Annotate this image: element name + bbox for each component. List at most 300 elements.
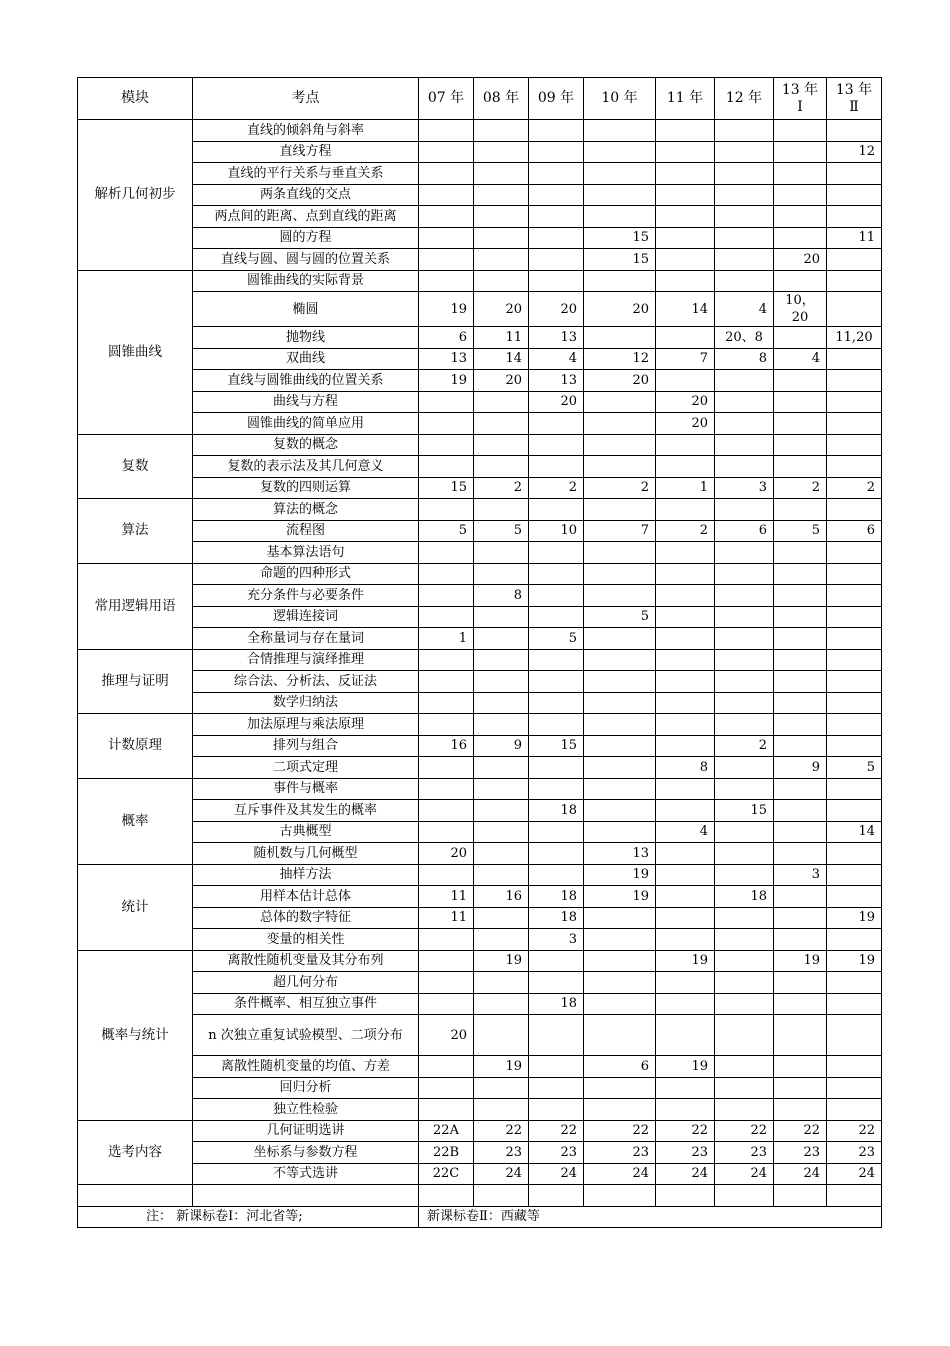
- question-number-cell: 22: [715, 1120, 774, 1142]
- topic-cell: 逻辑连接词: [193, 606, 419, 628]
- module-cell: 复数: [78, 434, 193, 499]
- table-row: [78, 972, 882, 994]
- table-row: [78, 628, 882, 650]
- topic-cell: 复数的表示法及其几何意义: [193, 456, 419, 478]
- question-number-cell: [715, 184, 774, 206]
- question-number-cell: [584, 671, 656, 693]
- question-number-cell: [419, 270, 474, 292]
- question-number-cell: [529, 206, 584, 228]
- question-number-cell: [419, 434, 474, 456]
- question-number-cell: [529, 692, 584, 714]
- question-number-cell: [715, 1099, 774, 1121]
- question-number-cell: 19: [474, 950, 529, 972]
- table-row: [78, 800, 882, 822]
- question-number-cell: [419, 993, 474, 1015]
- empty-cell: [827, 1185, 882, 1207]
- question-number-cell: [529, 184, 584, 206]
- question-number-cell: [656, 370, 715, 392]
- question-number-cell: [827, 249, 882, 271]
- question-number-cell: [656, 886, 715, 908]
- question-number-cell: 23: [827, 1142, 882, 1164]
- table-row: [78, 1163, 882, 1185]
- note-row: [78, 1206, 882, 1228]
- question-number-cell: [474, 184, 529, 206]
- question-number-cell: 19: [774, 950, 827, 972]
- table-row: [78, 606, 882, 628]
- question-number-cell: [419, 757, 474, 779]
- question-number-cell: [529, 456, 584, 478]
- question-number-cell: 24: [474, 1163, 529, 1185]
- question-number-cell: [419, 972, 474, 994]
- question-number-cell: 11,20: [827, 327, 882, 349]
- question-number-cell: 20: [774, 249, 827, 271]
- topic-cell: 两条直线的交点: [193, 184, 419, 206]
- question-number-cell: [656, 735, 715, 757]
- column-header: 11 年: [656, 78, 715, 120]
- question-number-cell: [715, 434, 774, 456]
- question-number-cell: [419, 227, 474, 249]
- table-row: [78, 1120, 882, 1142]
- question-number-cell: 6: [715, 520, 774, 542]
- question-number-cell: 22: [774, 1120, 827, 1142]
- question-number-cell: [529, 434, 584, 456]
- question-number-cell: [827, 585, 882, 607]
- question-number-cell: [715, 972, 774, 994]
- question-number-cell: [474, 821, 529, 843]
- topic-cell: 独立性检验: [193, 1099, 419, 1121]
- question-number-cell: 20: [529, 391, 584, 413]
- question-number-cell: [419, 206, 474, 228]
- question-number-cell: 13: [584, 843, 656, 865]
- empty-cell: [419, 1185, 474, 1207]
- question-number-cell: [419, 778, 474, 800]
- question-number-cell: [715, 821, 774, 843]
- topic-cell: 双曲线: [193, 348, 419, 370]
- question-number-cell: 7: [656, 348, 715, 370]
- topic-cell: 复数的概念: [193, 434, 419, 456]
- question-number-cell: 9: [774, 757, 827, 779]
- table-row: [78, 1015, 882, 1056]
- topic-cell: 算法的概念: [193, 499, 419, 521]
- question-number-cell: [656, 327, 715, 349]
- question-number-cell: [584, 778, 656, 800]
- question-number-cell: [715, 714, 774, 736]
- question-number-cell: [827, 649, 882, 671]
- question-number-cell: [529, 585, 584, 607]
- table-row: [78, 993, 882, 1015]
- question-number-cell: 2: [715, 735, 774, 757]
- question-number-cell: 15: [584, 227, 656, 249]
- question-number-cell: [419, 800, 474, 822]
- question-number-cell: [774, 843, 827, 865]
- question-number-cell: [715, 120, 774, 142]
- question-number-cell: [827, 843, 882, 865]
- table-row: [78, 950, 882, 972]
- question-number-cell: [656, 628, 715, 650]
- question-number-cell: [529, 843, 584, 865]
- table-row: [78, 585, 882, 607]
- topic-cell: 直线与圆锥曲线的位置关系: [193, 370, 419, 392]
- topic-cell: n 次独立重复试验模型、二项分布: [193, 1015, 419, 1056]
- question-number-cell: [584, 649, 656, 671]
- question-number-cell: [419, 1099, 474, 1121]
- question-number-cell: 1: [656, 477, 715, 499]
- table-row: [78, 886, 882, 908]
- question-number-cell: [419, 864, 474, 886]
- question-number-cell: [584, 184, 656, 206]
- question-number-cell: [474, 456, 529, 478]
- question-number-cell: 11: [419, 907, 474, 929]
- question-number-cell: 5: [774, 520, 827, 542]
- column-header: 10 年: [584, 78, 656, 120]
- question-number-cell: 22: [474, 1120, 529, 1142]
- topic-cell: 离散性随机变量的均值、方差: [193, 1056, 419, 1078]
- question-number-cell: [715, 456, 774, 478]
- empty-cell: [529, 1185, 584, 1207]
- question-number-cell: [827, 456, 882, 478]
- question-number-cell: [774, 206, 827, 228]
- table-row: [78, 1099, 882, 1121]
- question-number-cell: 24: [529, 1163, 584, 1185]
- question-number-cell: [419, 585, 474, 607]
- question-number-cell: [419, 141, 474, 163]
- question-number-cell: 19: [827, 907, 882, 929]
- question-number-cell: 11: [419, 886, 474, 908]
- question-number-cell: 23: [584, 1142, 656, 1164]
- table-row: [78, 520, 882, 542]
- question-number-cell: 5: [529, 628, 584, 650]
- topic-cell: 合情推理与演绎推理: [193, 649, 419, 671]
- table-row: [78, 292, 882, 327]
- question-number-cell: [656, 864, 715, 886]
- topic-cell: 基本算法语句: [193, 542, 419, 564]
- question-number-cell: [774, 391, 827, 413]
- question-number-cell: [656, 206, 715, 228]
- question-number-cell: [656, 671, 715, 693]
- question-number-cell: [474, 391, 529, 413]
- table-header: [78, 78, 882, 120]
- question-number-cell: [715, 391, 774, 413]
- question-number-cell: [474, 778, 529, 800]
- question-number-cell: [827, 864, 882, 886]
- question-number-cell: [656, 649, 715, 671]
- question-number-cell: 24: [774, 1163, 827, 1185]
- table-row: [78, 714, 882, 736]
- question-number-cell: 20: [656, 413, 715, 435]
- question-number-cell: [584, 585, 656, 607]
- table-row: [78, 542, 882, 564]
- note-right: 新课标卷Ⅱ：西藏等: [419, 1206, 882, 1228]
- module-cell: 概率与统计: [78, 950, 193, 1120]
- topic-cell: 总体的数字特征: [193, 907, 419, 929]
- question-number-cell: 20: [419, 843, 474, 865]
- table-row: [78, 692, 882, 714]
- question-number-cell: [774, 692, 827, 714]
- table-row: [78, 563, 882, 585]
- topic-cell: 事件与概率: [193, 778, 419, 800]
- question-number-cell: [715, 413, 774, 435]
- question-number-cell: [656, 993, 715, 1015]
- question-number-cell: [827, 692, 882, 714]
- question-number-cell: [584, 950, 656, 972]
- question-number-cell: 19: [419, 370, 474, 392]
- question-number-cell: [529, 606, 584, 628]
- question-number-cell: [419, 950, 474, 972]
- question-number-cell: [774, 972, 827, 994]
- question-number-cell: [656, 270, 715, 292]
- question-number-cell: 13: [529, 370, 584, 392]
- note-left: 注： 新课标卷Ⅰ：河北省等;: [78, 1206, 419, 1228]
- question-number-cell: [827, 993, 882, 1015]
- topic-cell: 数学归纳法: [193, 692, 419, 714]
- question-number-cell: [474, 563, 529, 585]
- question-number-cell: [774, 563, 827, 585]
- topic-cell: 不等式选讲: [193, 1163, 419, 1185]
- question-number-cell: [715, 1015, 774, 1056]
- question-number-cell: 20: [529, 292, 584, 327]
- topic-cell: 圆锥曲线的实际背景: [193, 270, 419, 292]
- question-number-cell: [656, 606, 715, 628]
- table-row: [78, 370, 882, 392]
- question-number-cell: 2: [656, 520, 715, 542]
- question-number-cell: [827, 120, 882, 142]
- question-number-cell: 18: [715, 886, 774, 908]
- question-number-cell: [584, 735, 656, 757]
- empty-cell: [193, 1185, 419, 1207]
- question-number-cell: [774, 735, 827, 757]
- question-number-cell: [474, 929, 529, 951]
- question-number-cell: [419, 671, 474, 693]
- question-number-cell: [474, 972, 529, 994]
- topic-cell: 直线的倾斜角与斜率: [193, 120, 419, 142]
- topic-cell: 随机数与几何概型: [193, 843, 419, 865]
- topic-cell: 几何证明选讲: [193, 1120, 419, 1142]
- question-number-cell: [474, 606, 529, 628]
- question-number-cell: [715, 249, 774, 271]
- topic-cell: 回归分析: [193, 1077, 419, 1099]
- question-number-cell: [419, 456, 474, 478]
- question-number-cell: [529, 864, 584, 886]
- question-number-cell: [474, 649, 529, 671]
- question-number-cell: 12: [584, 348, 656, 370]
- question-number-cell: 19: [419, 292, 474, 327]
- question-number-cell: [656, 1077, 715, 1099]
- module-cell: 统计: [78, 864, 193, 950]
- question-number-cell: [656, 434, 715, 456]
- question-number-cell: [584, 821, 656, 843]
- question-number-cell: [827, 348, 882, 370]
- question-number-cell: [774, 714, 827, 736]
- question-number-cell: [827, 499, 882, 521]
- question-number-cell: [529, 649, 584, 671]
- question-number-cell: [584, 542, 656, 564]
- question-number-cell: [715, 563, 774, 585]
- question-number-cell: [774, 671, 827, 693]
- topic-cell: 抛物线: [193, 327, 419, 349]
- topic-cell: 离散性随机变量及其分布列: [193, 950, 419, 972]
- question-number-cell: 8: [656, 757, 715, 779]
- question-number-cell: 13: [419, 348, 474, 370]
- column-header: 模块: [78, 78, 193, 120]
- question-number-cell: [656, 778, 715, 800]
- question-number-cell: [419, 120, 474, 142]
- question-number-cell: [774, 628, 827, 650]
- question-number-cell: 10: [529, 520, 584, 542]
- module-cell: 推理与证明: [78, 649, 193, 714]
- question-number-cell: 20: [474, 292, 529, 327]
- question-number-cell: [656, 542, 715, 564]
- topic-cell: 两点间的距离、点到直线的距离: [193, 206, 419, 228]
- column-header: 09 年: [529, 78, 584, 120]
- question-number-cell: 11: [474, 327, 529, 349]
- question-number-cell: [774, 778, 827, 800]
- question-number-cell: [827, 1077, 882, 1099]
- question-number-cell: [715, 757, 774, 779]
- question-number-cell: [774, 907, 827, 929]
- topic-cell: 圆锥曲线的简单应用: [193, 413, 419, 435]
- question-number-cell: 15: [584, 249, 656, 271]
- question-number-cell: [715, 649, 774, 671]
- question-number-cell: [774, 1015, 827, 1056]
- column-header: 12 年: [715, 78, 774, 120]
- question-number-cell: 3: [529, 929, 584, 951]
- question-number-cell: [474, 1077, 529, 1099]
- module-cell: 计数原理: [78, 714, 193, 779]
- question-number-cell: 7: [584, 520, 656, 542]
- question-number-cell: [656, 227, 715, 249]
- question-number-cell: [774, 184, 827, 206]
- topic-cell: 直线方程: [193, 141, 419, 163]
- question-number-cell: 2: [529, 477, 584, 499]
- table-row: [78, 120, 882, 142]
- question-number-cell: [827, 628, 882, 650]
- table-row: [78, 456, 882, 478]
- question-number-cell: 24: [584, 1163, 656, 1185]
- question-number-cell: [774, 800, 827, 822]
- empty-cell: [474, 1185, 529, 1207]
- question-number-cell: [529, 163, 584, 185]
- question-number-cell: 2: [474, 477, 529, 499]
- question-number-cell: [474, 120, 529, 142]
- question-number-cell: 5: [419, 520, 474, 542]
- question-number-cell: [529, 227, 584, 249]
- question-number-cell: [656, 456, 715, 478]
- table-row: [78, 778, 882, 800]
- question-number-cell: 12: [827, 141, 882, 163]
- question-number-cell: [474, 800, 529, 822]
- question-number-cell: 8: [715, 348, 774, 370]
- question-number-cell: 19: [656, 950, 715, 972]
- question-number-cell: [419, 606, 474, 628]
- question-number-cell: 11: [827, 227, 882, 249]
- module-cell: 解析几何初步: [78, 120, 193, 271]
- question-number-cell: 23: [474, 1142, 529, 1164]
- question-number-cell: [419, 714, 474, 736]
- question-number-cell: [774, 370, 827, 392]
- question-number-cell: 23: [715, 1142, 774, 1164]
- question-number-cell: [827, 606, 882, 628]
- question-number-cell: [419, 184, 474, 206]
- question-number-cell: 22: [584, 1120, 656, 1142]
- question-number-cell: [529, 1056, 584, 1078]
- question-number-cell: [656, 249, 715, 271]
- question-number-cell: [584, 163, 656, 185]
- table-row: [78, 327, 882, 349]
- question-number-cell: [474, 1099, 529, 1121]
- question-number-cell: [584, 391, 656, 413]
- question-number-cell: [774, 456, 827, 478]
- question-number-cell: [529, 563, 584, 585]
- topic-cell: 抽样方法: [193, 864, 419, 886]
- table-row: [78, 499, 882, 521]
- question-number-cell: [774, 327, 827, 349]
- question-number-cell: [715, 628, 774, 650]
- question-number-cell: [474, 141, 529, 163]
- table-row: [78, 227, 882, 249]
- empty-cell: [774, 1185, 827, 1207]
- empty-cell: [78, 1185, 193, 1207]
- question-number-cell: [474, 499, 529, 521]
- topic-cell: 条件概率、相互独立事件: [193, 993, 419, 1015]
- table-row: [78, 249, 882, 271]
- question-number-cell: [656, 563, 715, 585]
- question-number-cell: [419, 499, 474, 521]
- question-number-cell: [474, 1015, 529, 1056]
- question-number-cell: [827, 370, 882, 392]
- question-number-cell: 13: [529, 327, 584, 349]
- question-number-cell: [474, 542, 529, 564]
- table-body: [78, 120, 882, 1228]
- question-number-cell: [715, 671, 774, 693]
- question-number-cell: [529, 950, 584, 972]
- question-number-cell: 5: [474, 520, 529, 542]
- question-number-cell: 20: [474, 370, 529, 392]
- question-number-cell: [419, 1077, 474, 1099]
- question-number-cell: [774, 270, 827, 292]
- question-number-cell: 18: [529, 800, 584, 822]
- topic-cell: 坐标系与参数方程: [193, 1142, 419, 1164]
- question-number-cell: [529, 1015, 584, 1056]
- question-number-cell: [474, 270, 529, 292]
- table-row: [78, 434, 882, 456]
- question-number-cell: [715, 606, 774, 628]
- question-number-cell: 15: [529, 735, 584, 757]
- column-header: 13 年 Ⅰ: [774, 78, 827, 120]
- question-number-cell: [529, 671, 584, 693]
- question-number-cell: [656, 1015, 715, 1056]
- question-number-cell: [715, 692, 774, 714]
- question-number-cell: [774, 606, 827, 628]
- question-number-cell: 20: [584, 292, 656, 327]
- question-number-cell: [827, 714, 882, 736]
- question-number-cell: 6: [584, 1056, 656, 1078]
- question-number-cell: [529, 1099, 584, 1121]
- table-row: [78, 477, 882, 499]
- question-number-cell: 22: [656, 1120, 715, 1142]
- question-number-cell: 23: [656, 1142, 715, 1164]
- question-number-cell: [529, 821, 584, 843]
- empty-row: [78, 1185, 882, 1207]
- question-number-cell: [774, 886, 827, 908]
- question-number-cell: [529, 120, 584, 142]
- table-row: [78, 1142, 882, 1164]
- question-number-cell: 2: [827, 477, 882, 499]
- question-number-cell: [827, 413, 882, 435]
- question-number-cell: 14: [827, 821, 882, 843]
- question-number-cell: 15: [419, 477, 474, 499]
- question-number-cell: 20: [419, 1015, 474, 1056]
- question-number-cell: 16: [474, 886, 529, 908]
